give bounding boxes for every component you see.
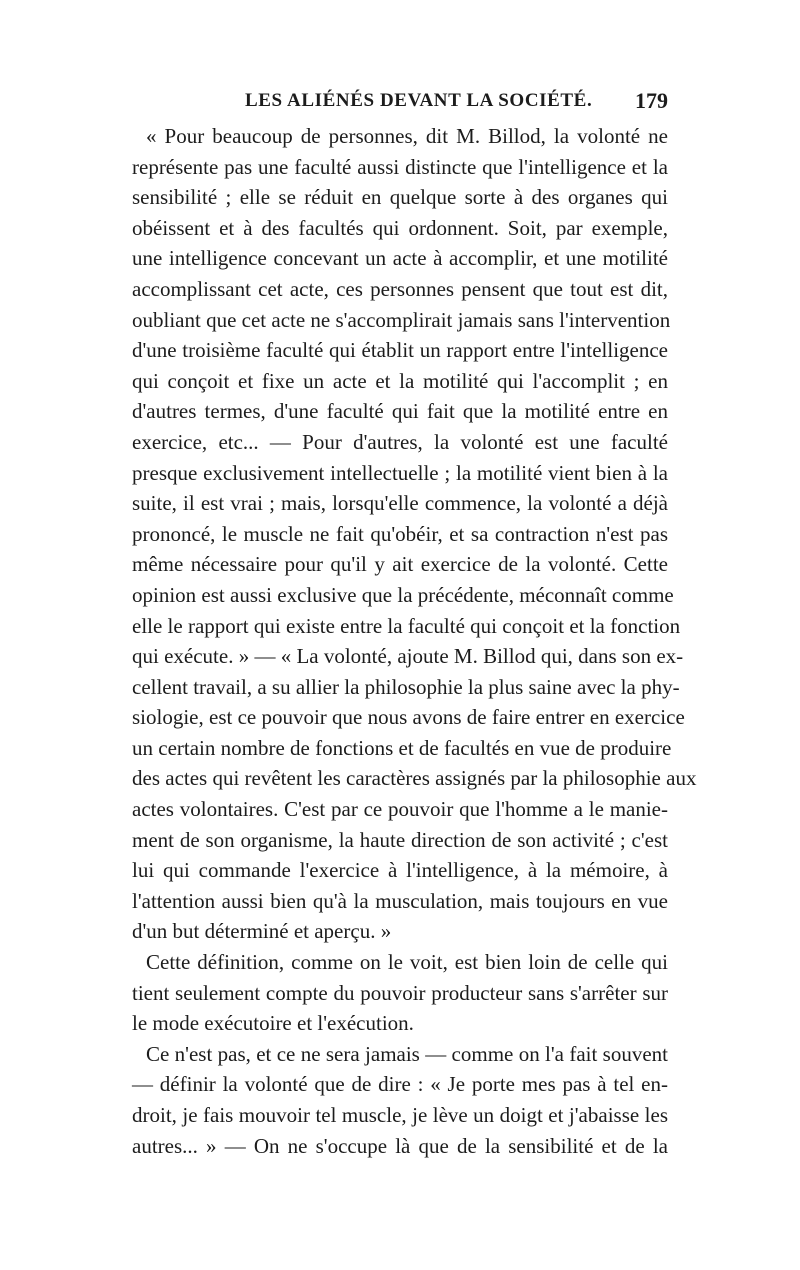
- text-line: qui conçoit et fixe un acte et la motilité qui l'accomplit ; en: [132, 368, 668, 393]
- text-line: opinion est aussi exclusive que la précédente, méconnaît comme: [132, 582, 674, 607]
- running-title: LES ALIÉNÉS DEVANT LA SOCIÉTÉ.: [245, 90, 593, 111]
- text-line: accomplissant cet acte, ces personnes pensent que tout est dit,: [132, 276, 668, 301]
- text-line: tient seulement compte du pouvoir producteur sans s'arrêter sur: [132, 980, 668, 1005]
- text-line: lui qui commande l'exercice à l'intelligence, à la mémoire, à: [132, 858, 668, 883]
- text-line: ment de son organisme, la haute direction de son activité ; c'est: [132, 827, 668, 852]
- page-header: [0, 86, 800, 116]
- text-line: — définir la volonté que de dire : « Je porte mes pas à tel en-: [132, 1072, 668, 1097]
- text-line: d'un but déterminé et aperçu. »: [132, 919, 392, 944]
- text-line: « Pour beaucoup de personnes, dit M. Billod, la volonté ne: [146, 124, 668, 148]
- text-line: d'une troisième faculté qui établit un rapport entre l'intelligence: [132, 338, 668, 363]
- text-line: oubliant que cet acte ne s'accomplirait jamais sans l'intervention: [132, 307, 671, 332]
- text-line: l'attention aussi bien qu'à la musculation, mais toujours en vue: [132, 888, 668, 913]
- page-body-text: [132, 121, 697, 1161]
- text-line: exercice, etc... — Pour d'autres, la volonté est une faculté: [132, 429, 668, 454]
- text-line: autres... » — On ne s'occupe là que de la sensibilité et de la: [132, 1133, 668, 1158]
- text-line: prononcé, le muscle ne fait qu'obéir, et sa contraction n'est pas: [132, 521, 668, 546]
- page-number: 179: [635, 88, 668, 113]
- text-line: siologie, est ce pouvoir que nous avons de faire entrer en exercice: [132, 705, 685, 730]
- text-line: même nécessaire pour qu'il y ait exercice de la volonté. Cette: [132, 552, 668, 577]
- text-line: actes volontaires. C'est par ce pouvoir que l'homme a le manie-: [132, 797, 668, 822]
- text-line: droit, je fais mouvoir tel muscle, je lève un doigt et j'abaisse les: [132, 1103, 668, 1127]
- text-line: suite, il est vrai ; mais, lorsqu'elle commence, la volonté a déjà: [132, 491, 668, 516]
- text-line: un certain nombre de fonctions et de facultés en vue de produire: [132, 735, 672, 760]
- text-line: des actes qui revêtent les caractères assignés par la philosophie aux: [132, 766, 697, 791]
- text-line: une intelligence concevant un acte à accomplir, et une motilité: [132, 246, 668, 271]
- text-line: le mode exécutoire et l'exécution.: [132, 1011, 414, 1036]
- text-line: d'autres termes, d'une faculté qui fait que la motilité entre en: [132, 399, 668, 424]
- text-line: elle le rapport qui existe entre la faculté qui conçoit et la fonction: [132, 613, 681, 638]
- text-line: cellent travail, a su allier la philosophie la plus saine avec la phy-: [132, 674, 680, 699]
- text-line: obéissent et à des facultés qui ordonnent. Soit, par exemple,: [132, 215, 668, 240]
- text-line: Cette définition, comme on le voit, est bien loin de celle qui: [146, 950, 668, 975]
- text-line: sensibilité ; elle se réduit en quelque sorte à des organes qui: [132, 185, 668, 210]
- text-line: presque exclusivement intellectuelle ; la motilité vient bien à la: [132, 460, 668, 485]
- text-line: représente pas une faculté aussi distincte que l'intelligence et la: [132, 154, 668, 179]
- text-line: qui exécute. » — « La volonté, ajoute M. Billod qui, dans son ex-: [132, 644, 684, 669]
- text-line: Ce n'est pas, et ce ne sera jamais — comme on l'a fait souvent: [146, 1041, 668, 1066]
